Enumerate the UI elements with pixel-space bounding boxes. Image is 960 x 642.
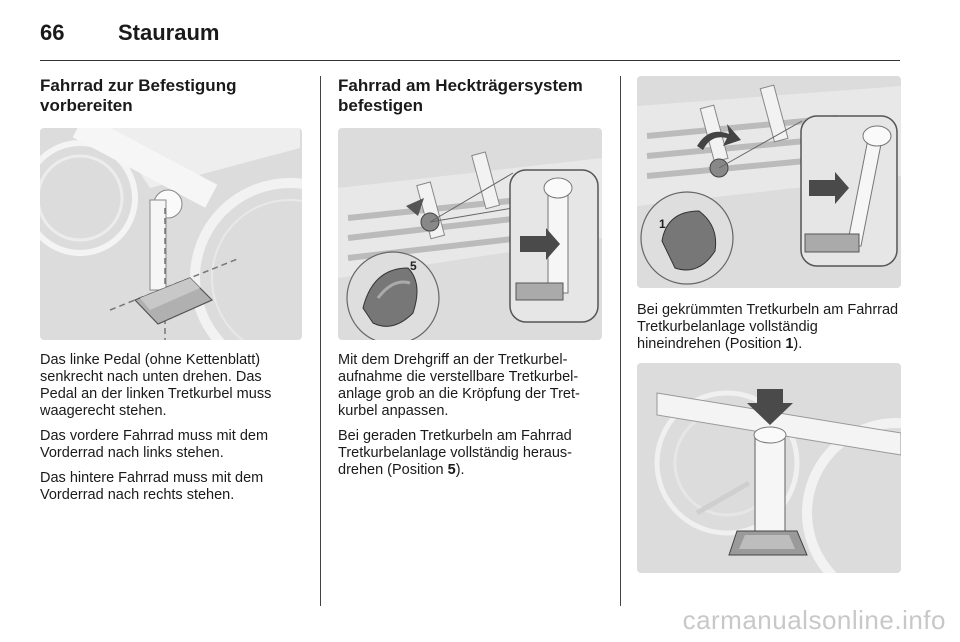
paragraph-rear-bike: Das hintere Fahrrad muss mit dem Vorderrad nach rechts stehen. — [40, 470, 264, 503]
column-divider — [620, 76, 621, 606]
paragraph-pedal: Das linke Pedal (ohne Kettenblatt) senkrecht nach unten drehen. Das Pedal an der linken Tretkurbel muss waagerecht stehen. — [40, 352, 272, 419]
position-number: 5 — [447, 462, 456, 478]
heading-prepare-bike: Fahrrad zur Befestigung vorbereiten — [40, 76, 237, 115]
heading-mount-bike: Fahrrad am Heckträgersystem befestigen — [338, 76, 583, 115]
paragraph-straight-crank: Bei geraden Tretkurbeln am Fahrrad Tretkurbelanlage vollständig heraus-drehen (Position 5). — [338, 428, 573, 478]
section-title: Stauraum — [118, 20, 220, 45]
figure-pedal-position — [40, 128, 302, 340]
watermark: carmanualsonline.info — [682, 605, 946, 635]
column-mount — [338, 76, 602, 487]
page-number: 66 — [40, 20, 65, 45]
figure-curved-crank — [637, 76, 901, 288]
column-curved-crank — [637, 76, 901, 573]
paragraph-adjust-crank: Mit dem Drehgriff an der Tretkurbel-aufnahme die verstellbare Tretkurbel-anlage grob an die Kröpfung der Tret-kurbel anpassen. — [338, 352, 580, 419]
page-header — [40, 20, 900, 61]
bike-clamp-illustration — [637, 363, 901, 573]
pedal-illustration — [40, 128, 302, 340]
crank-adjust-illustration — [338, 128, 602, 340]
column-prepare — [40, 76, 302, 512]
position-number: 1 — [785, 336, 794, 352]
figure-bike-clamped — [637, 363, 901, 573]
column-divider — [320, 76, 321, 606]
figure-straight-crank — [338, 128, 602, 340]
paragraph-front-bike: Das vordere Fahrrad muss mit dem Vorderrad nach links stehen. — [40, 428, 269, 461]
crank-inward-illustration — [637, 76, 901, 288]
paragraph-curved-crank: Bei gekrümmten Tretkurbeln am Fahrrad Tretkurbelanlage vollständig hineindrehen (Position 1). — [637, 302, 899, 352]
callout-position-5: 5 — [410, 259, 417, 273]
callout-position-1: 1 — [659, 217, 666, 231]
